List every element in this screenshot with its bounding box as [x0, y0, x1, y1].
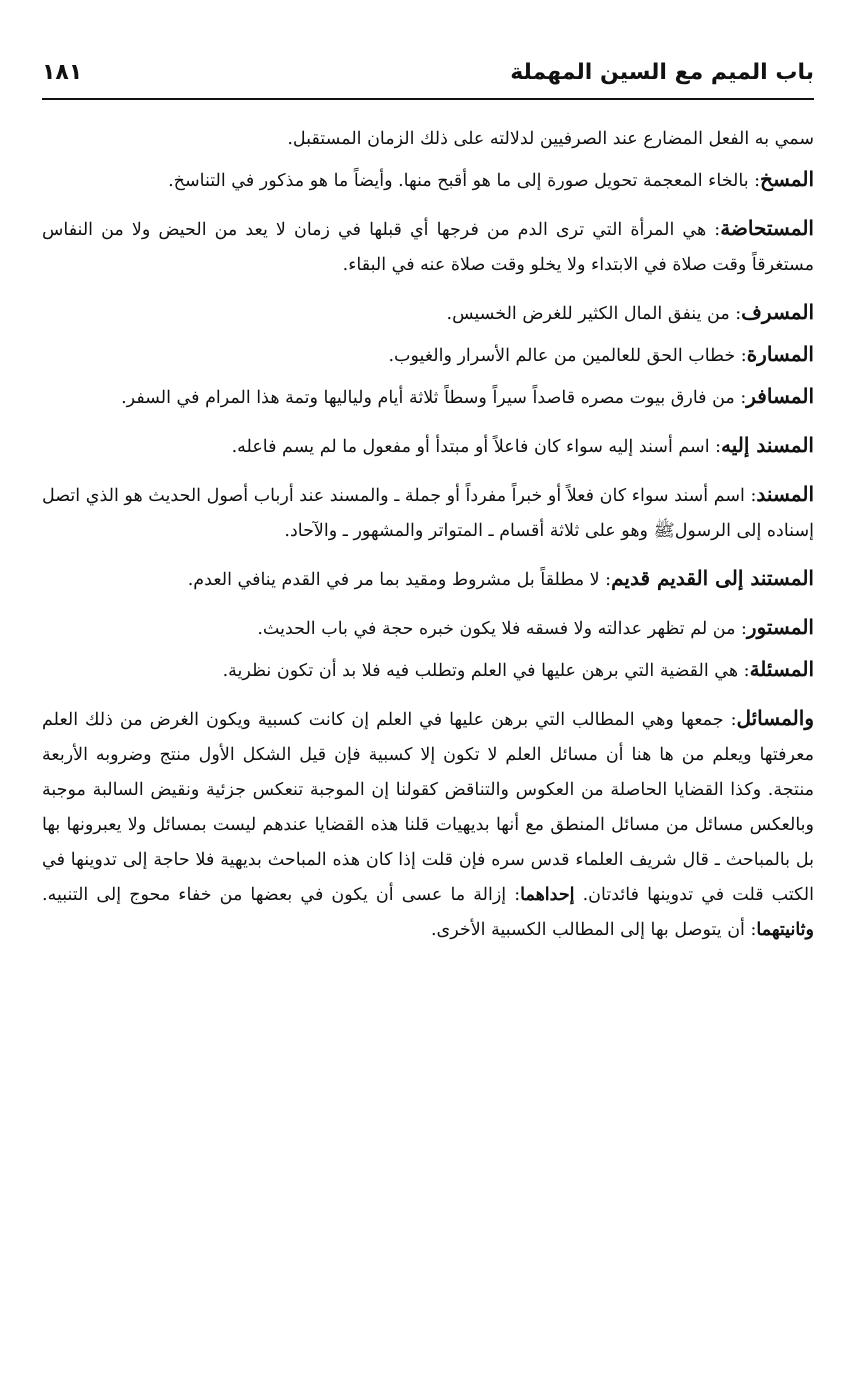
entry-musrif	[42, 295, 814, 332]
entry-text: : من فارق بيوت مصره قاصداً سيراً وسطاً ثلاثة أيام ولياليها وتمة هذا المرام في السفر.	[121, 388, 747, 408]
entry-masail	[42, 701, 814, 948]
entry-term: والمسائل	[736, 706, 814, 730]
entry-masala	[42, 652, 814, 689]
entry-text: : لا مطلقاً بل مشروط ومقيد بما مر في القدم ينافي العدم.	[187, 570, 612, 590]
entry-musnad	[42, 477, 814, 549]
entry-text: : من لم تظهر عدالته ولا فسقه فلا يكون خبره حجة في باب الحديث.	[257, 619, 747, 639]
entry-text: : هي المرأة التي ترى الدم من فرجها أي قبلها في زمان لا يعد من الحيض ولا من النفاس مستغرقاً وقت صلاة في الابتداء ولا يخلو وقت صلاة عنه في البقاء.	[42, 220, 814, 275]
entry-musarra	[42, 337, 814, 374]
entry-text: : اسم أسند سواء كان فعلاً أو خبراً مفرداً أو جملة ـ والمسند عند أرباب أصول الحديث هو الذي اتصل إسناده إلى الرسولﷺ وهو على ثلاثة أقسام ـ المتواتر والمشهور ـ والآحاد.	[42, 486, 814, 541]
entry-term: المسارة	[746, 342, 814, 366]
entry-text: : بالخاء المعجمة تحويل صورة إلى ما هو أقبح منها. وأيضاً ما هو مذكور في التناسخ.	[168, 171, 761, 191]
entry-text: : أن يتوصل بها إلى المطالب الكسبية الأخرى.	[430, 920, 757, 940]
entry-term: المسخ	[760, 167, 814, 191]
entry-text: : اسم أسند إليه سواء كان فاعلاً أو مبتدأ أو مفعول ما لم يسم فاعله.	[231, 437, 722, 457]
entry-term: المسئلة	[749, 657, 814, 681]
entry-term: المسند إليه	[721, 433, 814, 457]
intro-paragraph: سمي به الفعل المضارع عند الصرفيين لدلالته على ذلك الزمان المستقبل.	[287, 129, 814, 149]
entry-mastur	[42, 610, 814, 647]
entry-term: المستحاضة	[720, 216, 814, 240]
entry-text: : من ينفق المال الكثير للغرض الخسيس.	[446, 304, 742, 324]
page-header	[42, 58, 814, 100]
entry-text: : خطاب الحق للعالمين من عالم الأسرار والغيوب.	[388, 346, 747, 366]
entry-maskh	[42, 162, 814, 199]
chapter-title: باب الميم مع السين المهملة	[510, 60, 814, 85]
entry-mustanad	[42, 561, 814, 598]
entry-term: المسند	[756, 482, 814, 506]
entry-text: : إزالة ما عسى أن يكون في بعضها من خفاء محوج إلى التنبيه.	[42, 885, 521, 905]
entry-term: المستند إلى القديم قديم	[611, 566, 814, 590]
entry-term: المستور	[746, 615, 814, 639]
entry-term: المسرف	[741, 300, 814, 324]
page-body	[42, 122, 814, 953]
entry-musafir	[42, 379, 814, 416]
page-number: ١٨١	[42, 60, 83, 85]
second-benefit-label: وثانيتهما	[756, 920, 814, 940]
entry-mustahada	[42, 211, 814, 283]
entry-term: المسافر	[746, 384, 814, 408]
entry-musnad-ilayh	[42, 428, 814, 465]
entry-text: : هي القضية التي برهن عليها في العلم وتطلب فيه فلا بد أن تكون نظرية.	[222, 661, 750, 681]
first-benefit-label: إحداهما	[520, 885, 575, 905]
entry-text: : جمعها وهي المطالب التي برهن عليها في العلم إن كانت كسبية ويكون الغرض من ذلك العلم معرفتها ويعلم من ها هنا أن مسائل العلم لا تكون إلا كسبية فإن قيل الشكل الأول منتج وضروبه الأربعة منتجة. وكذا القضايا الحاصلة من العكوس والتناقض كقولنا إن الموجبة تنعكس جزئية ونقيض السالبة موجبة وبالعكس مسائل من مسائل المنطق مع أنها بديهيات قلنا هذه القضايا عندهم ليست بمسائل ولا يعبرونها بها بل بالمباحث ـ قال شريف العلماء قدس سره فإن قلت إذا كان هذه المباحث بديهية فلا حاجة إلى تدوينها في الكتب قلت في تدوينها فائدتان.	[42, 710, 815, 905]
